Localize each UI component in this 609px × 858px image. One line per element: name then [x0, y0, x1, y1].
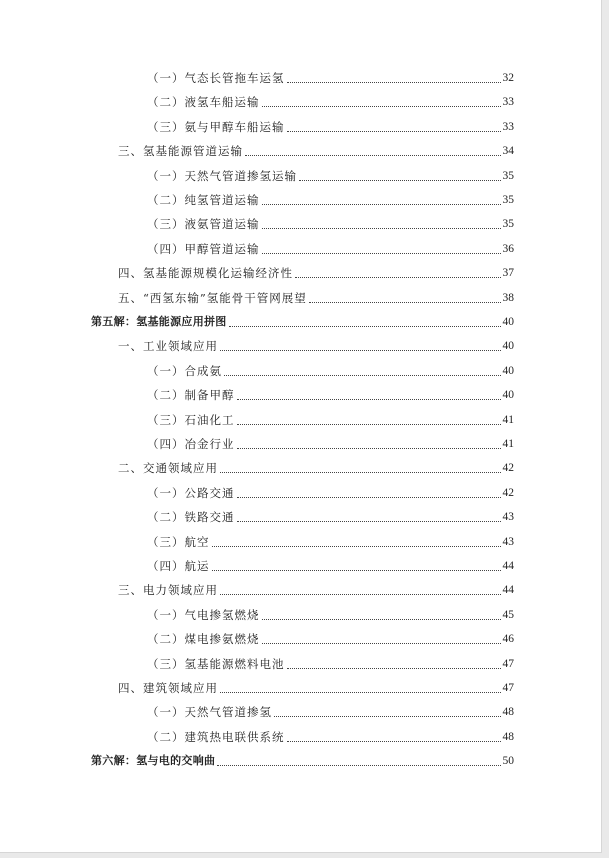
toc-entry[interactable] — [147, 214, 514, 234]
toc-page-number: 40 — [502, 389, 514, 402]
toc-entry-title: 第五解：氢基能源应用拼图 — [91, 315, 227, 328]
toc-page-number: 32 — [502, 72, 514, 84]
toc-entry-title: （一）公路交通 — [147, 485, 235, 500]
toc-dot-leader — [299, 179, 501, 181]
toc-dot-leader — [220, 691, 501, 693]
toc-dot-leader — [287, 81, 501, 83]
toc-entry[interactable] — [91, 312, 514, 332]
toc-page-number: 48 — [502, 730, 514, 743]
toc-entry-title: 三、电力领域应用 — [118, 583, 218, 598]
toc-page-number: 41 — [502, 438, 514, 450]
toc-entry-title: （四）航运 — [147, 559, 210, 573]
toc-entry-title: （二）煤电掺氨燃烧 — [147, 632, 260, 647]
toc-page-number: 47 — [502, 682, 514, 694]
toc-entry[interactable] — [147, 68, 514, 88]
toc-dot-leader — [237, 496, 501, 498]
toc-page-number: 48 — [502, 706, 514, 719]
toc-entry[interactable] — [147, 190, 514, 210]
toc-page-number: 41 — [502, 413, 514, 426]
toc-entry[interactable] — [147, 117, 514, 137]
toc-dot-leader — [262, 642, 501, 644]
toc-entry-title: （一）气态长管拖车运氢 — [147, 71, 285, 85]
toc-page-number: 40 — [502, 364, 514, 377]
toc-entry[interactable] — [147, 434, 514, 454]
toc-page-number: 42 — [502, 462, 514, 475]
toc-entry-title: （四）甲醇管道运输 — [147, 241, 260, 256]
toc-entry-title: （二）铁路交通 — [147, 510, 235, 525]
toc-page-number: 40 — [502, 316, 514, 328]
toc-dot-leader — [287, 130, 501, 132]
toc-entry-title: 四、建筑领域应用 — [118, 681, 218, 695]
toc-entry[interactable] — [118, 141, 514, 161]
toc-dot-leader — [237, 447, 501, 449]
toc-page-number: 50 — [502, 755, 514, 768]
toc-dot-leader — [262, 618, 501, 620]
toc-entry-title: （一）天然气管道掺氢 — [147, 705, 272, 720]
toc-page-number: 43 — [502, 511, 514, 524]
toc-entry-title: 二、交通领域应用 — [118, 461, 218, 476]
toc-dot-leader — [287, 740, 501, 742]
toc-entry-title: （一）气电掺氢燃烧 — [147, 607, 260, 622]
toc-page-number: 44 — [502, 560, 514, 572]
toc-entry-title: 一、工业领域应用 — [118, 339, 218, 354]
toc-entry-title: 四、氢基能源规模化运输经济性 — [118, 266, 293, 281]
toc-entry[interactable] — [147, 166, 514, 186]
toc-entry[interactable] — [147, 532, 514, 552]
toc-page-number: 42 — [502, 486, 514, 499]
toc-entry-title: （三）氨与甲醇车船运输 — [147, 119, 285, 134]
toc-entry-title: （三）石油化工 — [147, 412, 235, 427]
toc-entry-title: 第六解：氢与电的交响曲 — [91, 754, 216, 768]
toc-entry-title: （四）冶金行业 — [147, 437, 235, 451]
toc-dot-leader — [229, 325, 501, 327]
toc-page-number: 37 — [502, 267, 514, 280]
toc-dot-leader — [262, 227, 501, 229]
toc-entry-title: 三、氢基能源管道运输 — [118, 144, 243, 159]
toc-dot-leader — [274, 715, 501, 717]
toc-entry[interactable] — [147, 239, 514, 259]
toc-page-number: 33 — [502, 120, 514, 133]
toc-entry[interactable] — [147, 361, 514, 381]
toc-entry-title: （三）氢基能源燃料电池 — [147, 656, 285, 671]
toc-page-number: 38 — [502, 291, 514, 304]
toc-dot-leader — [262, 105, 501, 107]
toc-entry-title: （二）纯氢管道运输 — [147, 193, 260, 207]
toc-entry[interactable] — [147, 385, 514, 405]
toc-page-number: 44 — [502, 584, 514, 597]
toc-page-number: 46 — [502, 633, 514, 646]
toc-dot-leader — [287, 667, 501, 669]
toc-entry[interactable] — [118, 580, 514, 600]
toc-entry[interactable] — [118, 678, 514, 698]
toc-dot-leader — [212, 545, 501, 547]
toc-dot-leader — [262, 252, 501, 254]
toc-dot-leader — [309, 301, 501, 303]
toc-page-number: 40 — [502, 340, 514, 353]
toc-entry[interactable] — [118, 458, 514, 478]
toc-dot-leader — [217, 764, 500, 766]
toc-entry[interactable] — [147, 507, 514, 527]
toc-dot-leader — [245, 154, 501, 156]
toc-page-number: 35 — [502, 218, 514, 231]
toc-dot-leader — [237, 398, 501, 400]
toc-entry-title: （二）建筑热电联供系统 — [147, 729, 285, 744]
toc-entry-title: （三）航空 — [147, 534, 210, 549]
toc-entry[interactable] — [147, 605, 514, 625]
toc-entry[interactable] — [118, 263, 514, 283]
toc-entry[interactable] — [147, 702, 514, 722]
toc-dot-leader — [237, 423, 501, 425]
toc-dot-leader — [212, 569, 501, 571]
toc-entry[interactable] — [147, 727, 514, 747]
toc-page-number: 35 — [502, 194, 514, 206]
toc-entry[interactable] — [147, 556, 514, 576]
toc-dot-leader — [220, 593, 501, 595]
toc-entry[interactable] — [91, 751, 514, 771]
toc-entry[interactable] — [118, 336, 514, 356]
toc-entry-title: （三）液氨管道运输 — [147, 217, 260, 232]
toc-page-number: 33 — [502, 96, 514, 109]
toc-entry-title: （二）液氢车船运输 — [147, 95, 260, 110]
toc-entry[interactable] — [147, 92, 514, 112]
toc-page-number: 47 — [502, 657, 514, 670]
toc-page-number: 34 — [502, 145, 514, 158]
toc-page-number: 45 — [502, 608, 514, 621]
toc-entry[interactable] — [118, 288, 514, 308]
toc-dot-leader — [224, 374, 501, 376]
toc-entry-title: （二）制备甲醇 — [147, 388, 235, 403]
toc-dot-leader — [220, 471, 501, 473]
toc-dot-leader — [295, 276, 501, 278]
toc-entry[interactable] — [147, 654, 514, 674]
toc-page-number: 36 — [502, 242, 514, 255]
toc-entry[interactable] — [147, 629, 514, 649]
toc-entry[interactable] — [147, 483, 514, 503]
toc-entry[interactable] — [147, 410, 514, 430]
toc-entry-title: 五、“西氢东输”氢能骨干管网展望 — [118, 290, 307, 305]
toc-dot-leader — [237, 520, 501, 522]
toc-entry-title: （一）合成氨 — [147, 363, 222, 378]
toc-dot-leader — [262, 203, 501, 205]
toc-dot-leader — [220, 349, 501, 351]
toc-entry-title: （一）天然气管道掺氢运输 — [147, 168, 297, 183]
toc-page-number: 35 — [502, 169, 514, 182]
toc-page-number: 43 — [502, 535, 514, 548]
